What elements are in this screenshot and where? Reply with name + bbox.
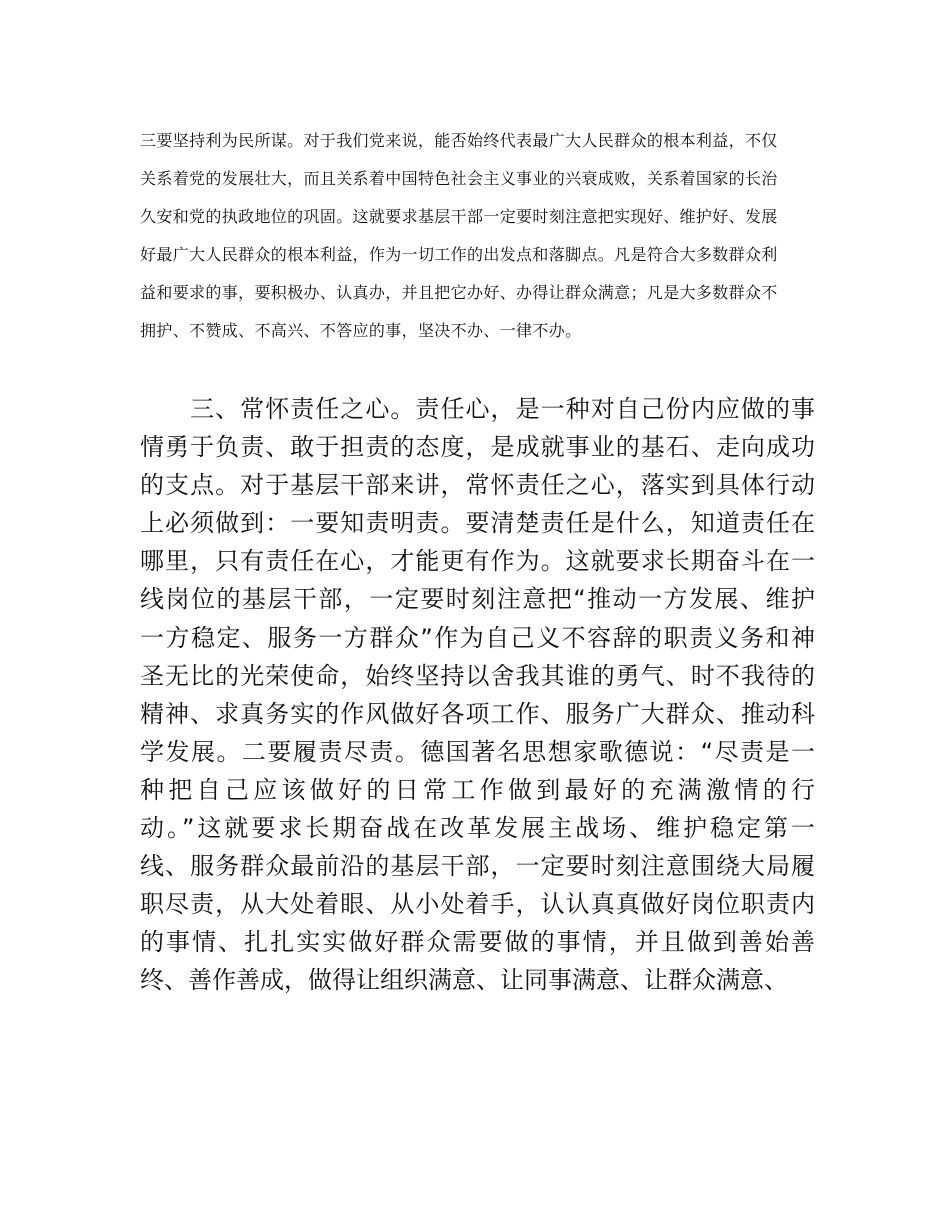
- paragraph-2-line: 的支点。对于基层干部来讲，常怀责任之心，落实到具体行动: [140, 471, 815, 500]
- paragraph-1-line: 益和要求的事，要积极办、认真办，并且把它办好、办得让群众满意；凡是大多数群众不: [140, 283, 778, 302]
- paragraph-2-line: 学发展。二要履责尽责。德国著名思想家歌德说：“尽责是一: [140, 737, 815, 766]
- paragraph-2-line: 线、服务群众最前沿的基层干部，一定要时刻注意围绕大局履: [140, 852, 815, 881]
- paragraph-2-line: 精神、求真务实的作风做好各项工作、服务广大群众、推动科: [140, 699, 815, 728]
- paragraph-2-line: 动。”这就要求长期奋战在改革发展主战场、维护稳定第一: [140, 814, 815, 843]
- paragraph-2-line: 上必须做到：一要知责明责。要清楚责任是什么，知道责任在: [140, 509, 815, 538]
- paragraph-2-line: 三、常怀责任之心。责任心，是一种对自己份内应做的事: [140, 395, 815, 423]
- paragraph-2-line: 情勇于负责、敢于担责的态度，是成就事业的基石、走向成功: [140, 433, 815, 462]
- paragraph-2-line: 哪里，只有责任在心，才能更有作为。这就要求长期奋斗在一: [140, 547, 815, 576]
- paragraph-1: [140, 122, 812, 350]
- paragraph-1-line: 关系着党的发展壮大，而且关系着中国特色社会主义事业的兴衰成败，关系着国家的长治: [140, 169, 778, 188]
- paragraph-1-line: 久安和党的执政地位的巩固。这就要求基层干部一定要时刻注意把实现好、维护好、发展: [140, 207, 778, 226]
- paragraph-1-line: 拥护、不赞成、不高兴、不答应的事，坚决不办、一律不办。: [140, 321, 582, 340]
- paragraph-2-line: 终、善作善成，做得让组织满意、让同事满意、让群众满意、: [140, 966, 788, 995]
- paragraph-2-line: 职尽责，从大处着眼、从小处着手，认认真真做好岗位职责内: [140, 890, 815, 919]
- paragraph-2-line: 圣无比的光荣使命，始终坚持以舍我其谁的勇气、时不我待的: [140, 661, 815, 690]
- paragraph-1-line: 三要坚持利为民所谋。对于我们党来说，能否始终代表最广大人民群众的根本利益，不仅: [140, 131, 778, 150]
- paragraph-2-line: 线岗位的基层干部，一定要时刻注意把“推动一方发展、维护: [140, 585, 815, 614]
- paragraph-1-line: 好最广大人民群众的根本利益，作为一切工作的出发点和落脚点。凡是符合大多数群众利: [140, 245, 778, 264]
- paragraph-2-line: 一方稳定、服务一方群众”作为自己义不容辞的职责义务和神: [140, 623, 815, 652]
- paragraph-2-line: 的事情、扎扎实实做好群众需要做的事情，并且做到善始善: [140, 928, 815, 957]
- paragraph-2: [140, 390, 815, 1000]
- paragraph-2-line: 种把自己应该做好的日常工作做到最好的充满激情的行: [140, 775, 815, 804]
